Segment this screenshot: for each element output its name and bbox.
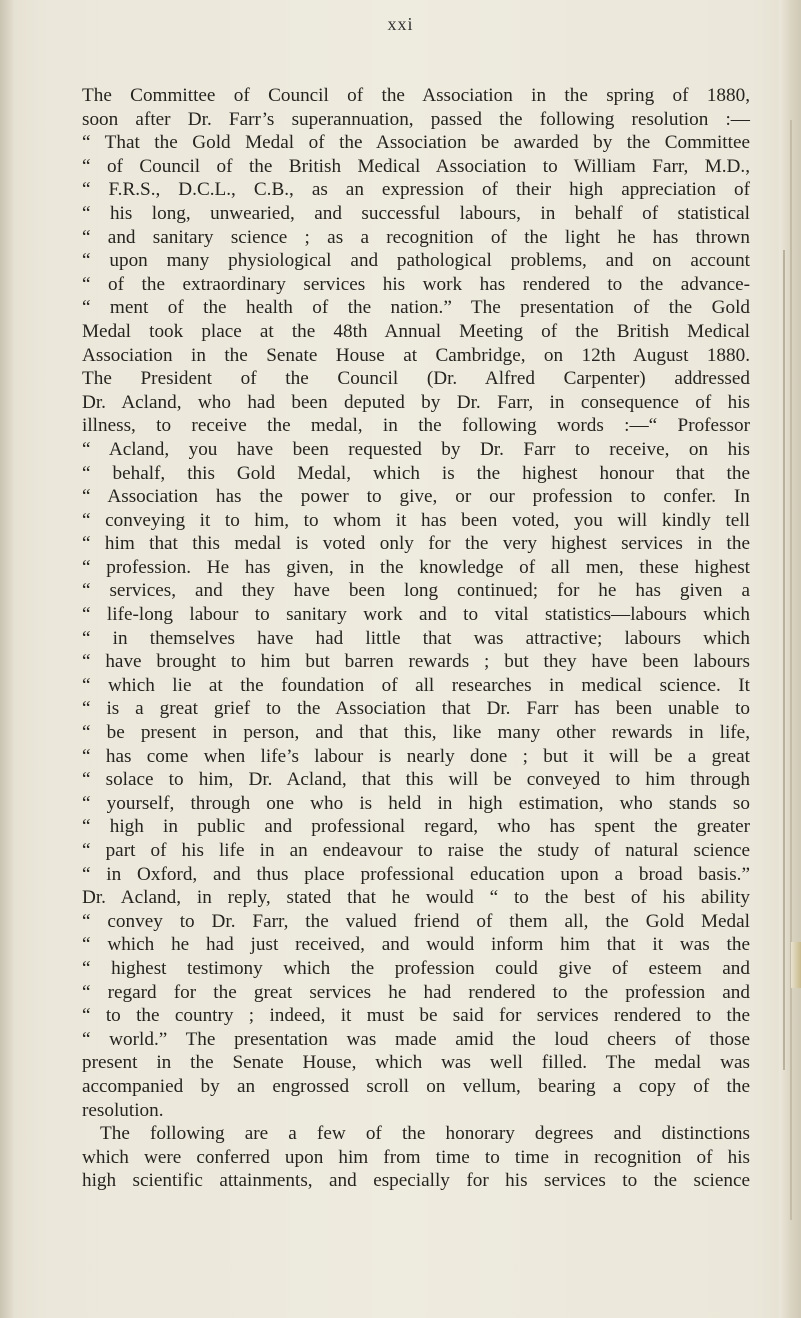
text-line: “ regard for the great services he had rendered to the profession and <box>82 981 750 1003</box>
text-line: “ is a great grief to the Association that Dr. Farr has been unable to <box>82 698 750 720</box>
text-line: The following are a few of the honorary degrees and distinctions <box>100 1123 750 1145</box>
text-line: “ which lie at the foundation of all researches in medical science. It <box>82 674 750 696</box>
text-line: resolution. <box>82 1099 164 1121</box>
text-line: The Committee of Council of the Association in the spring of 1880, <box>82 85 750 106</box>
text-line: soon after Dr. Farr’s superannuation, passed the following resolution :— <box>82 108 750 130</box>
text-line: “ solace to him, Dr. Acland, that this will be conveyed to him through <box>82 769 750 791</box>
text-line: “ and sanitary science ; as a recognition of the light he has thrown <box>82 226 750 248</box>
text-line: “ conveying it to him, to whom it has been voted, you will kindly tell <box>82 509 750 531</box>
text-line: “ in themselves have had little that was attractive; labours which <box>82 627 750 649</box>
text-line: “ his long, unwearied, and successful labours, in behalf of statistical <box>82 202 750 224</box>
text-line: “ life-long labour to sanitary work and to vital statistics—labours which <box>82 604 750 626</box>
text-line: accompanied by an engrossed scroll on vellum, bearing a copy of the <box>82 1075 750 1097</box>
body-text <box>82 84 750 1193</box>
text-line: Dr. Acland, who had been deputed by Dr. Farr, in consequence of his <box>82 391 750 413</box>
text-line: Dr. Acland, in reply, stated that he would “ to the best of his ability <box>82 887 750 909</box>
text-line: “ part of his life in an endeavour to raise the study of natural science <box>82 840 750 861</box>
text-line: “ Association has the power to give, or our profession to confer. In <box>82 486 750 508</box>
page-edge-line <box>790 120 792 1220</box>
page-tab-mark <box>791 942 801 988</box>
text-line: “ Acland, you have been requested by Dr. Farr to receive, on his <box>82 438 750 460</box>
text-line: “ services, and they have been long continued; for he has given a <box>82 580 750 602</box>
text-line: Medal took place at the 48th Annual Meeting of the British Medical <box>82 320 750 342</box>
text-line: “ of Council of the British Medical Association to William Farr, M.D., <box>82 155 750 177</box>
text-line: “ yourself, through one who is held in high estimation, who stands so <box>82 792 750 814</box>
text-line: “ convey to Dr. Farr, the valued friend of them all, the Gold Medal <box>82 910 750 932</box>
page-number: xxi <box>387 14 414 34</box>
text-line: high scientific attainments, and especially for his services to the science <box>82 1170 750 1192</box>
text-line: illness, to receive the medal, in the following words :—“ Professor <box>82 415 750 437</box>
text-line: “ F.R.S., D.C.L., C.B., as an expression of their high appreciation of <box>82 179 750 201</box>
text-line: “ ment of the health of the nation.” The presentation of the Gold <box>82 297 750 319</box>
text-line: “ profession. He has given, in the knowledge of all men, these highest <box>82 556 750 578</box>
text-line: “ has come when life’s labour is nearly done ; but it will be a great <box>82 745 750 767</box>
text-line: “ which he had just received, and would inform him that it was the <box>82 934 750 956</box>
text-line: “ upon many physiological and pathological problems, and on account <box>82 250 750 272</box>
text-line: “ him that this medal is voted only for the very highest services in the <box>82 533 750 555</box>
page-edge-line <box>783 250 785 1070</box>
text-line: present in the Senate House, which was well filled. The medal was <box>82 1052 750 1074</box>
text-line: “ highest testimony which the profession could give of esteem and <box>82 957 750 979</box>
text-line: “ of the extraordinary services his work has rendered to the advance- <box>82 273 750 295</box>
text-line: “ to the country ; indeed, it must be said for services rendered to the <box>82 1005 750 1027</box>
text-line: The President of the Council (Dr. Alfred Carpenter) addressed <box>82 368 750 390</box>
text-line: “ in Oxford, and thus place professional education upon a broad basis.” <box>82 863 750 885</box>
text-line: Association in the Senate House at Cambridge, on 12th August 1880. <box>82 344 750 366</box>
text-line: “ high in public and professional regard, who has spent the greater <box>82 816 750 838</box>
text-line: which were conferred upon him from time to time in recognition of his <box>82 1146 750 1168</box>
text-line: “ have brought to him but barren rewards ; but they have been labours <box>82 651 750 673</box>
page-gutter <box>0 0 14 1318</box>
text-line: “ be present in person, and that this, like many other rewards in life, <box>82 722 750 744</box>
text-line: “ behalf, this Gold Medal, which is the highest honour that the <box>82 462 750 484</box>
text-line: “ world.” The presentation was made amid the loud cheers of those <box>82 1028 750 1050</box>
text-line: “ That the Gold Medal of the Association be awarded by the Committee <box>82 132 750 154</box>
